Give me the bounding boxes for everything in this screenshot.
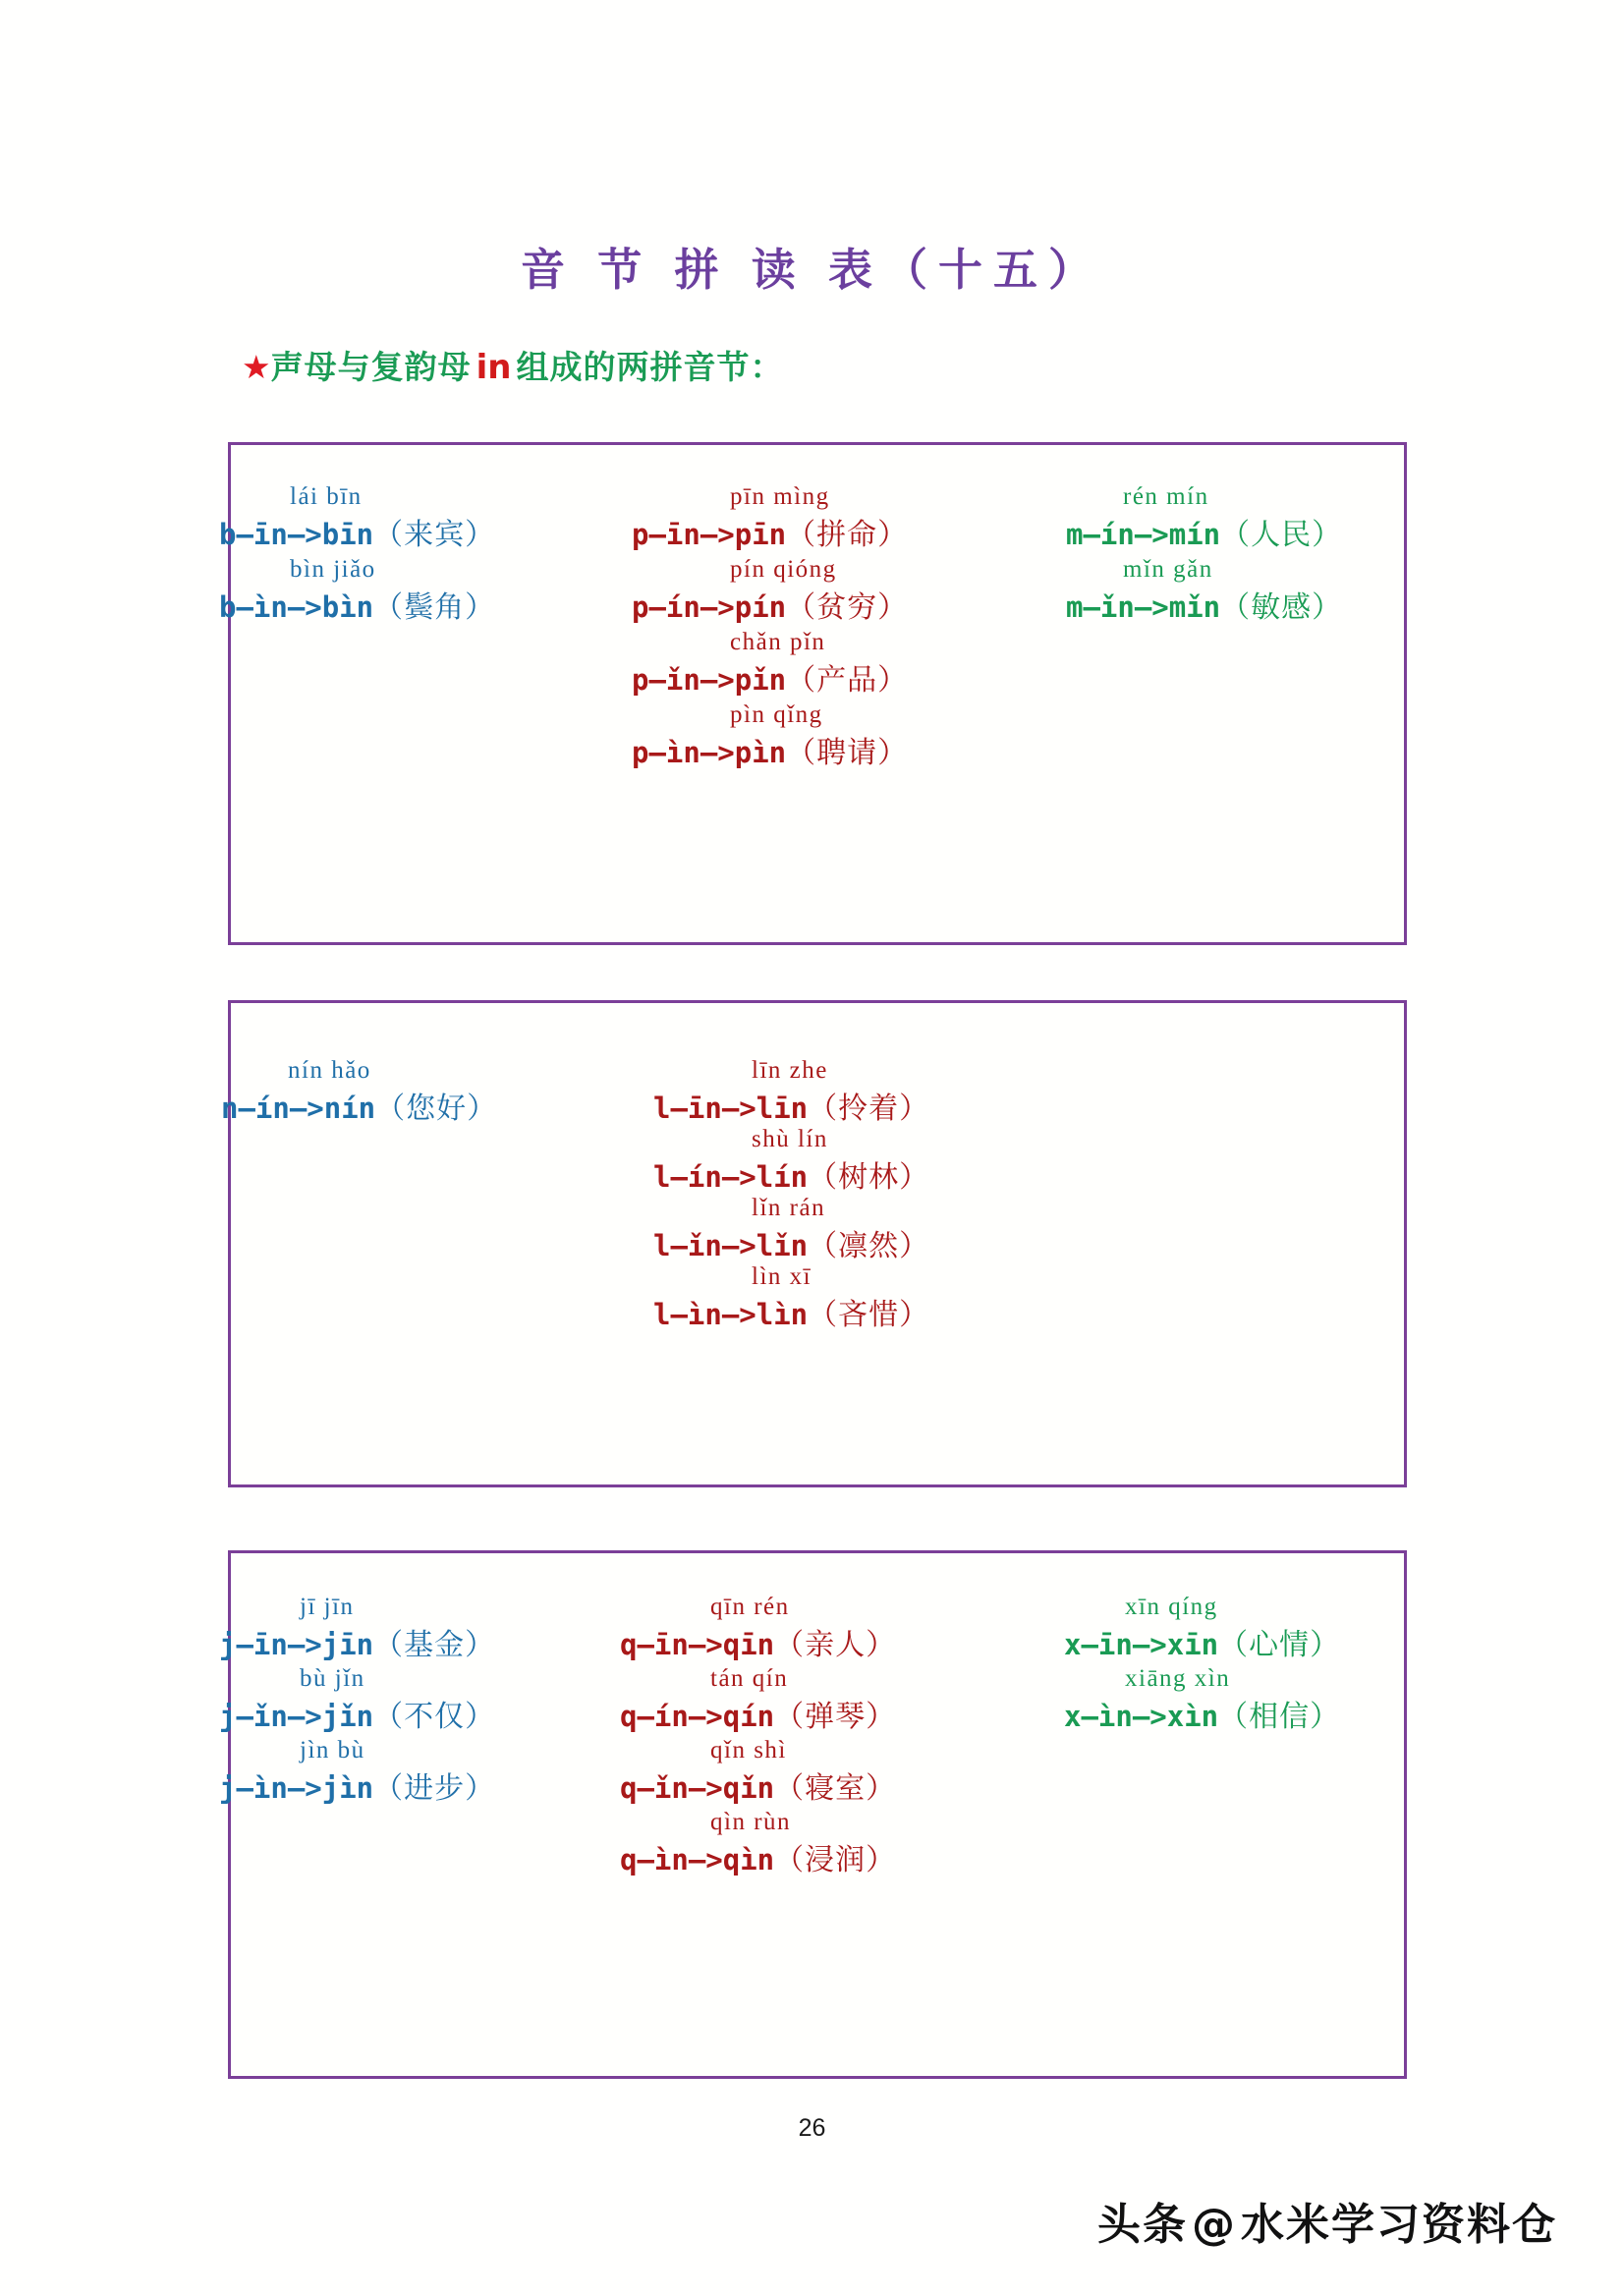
formula-text: p—ìn—>pìn (632, 736, 787, 769)
watermark-platform: 头条 (1097, 2201, 1188, 2249)
watermark-account: 水米学习资料仓 (1241, 2201, 1557, 2249)
syllable-column (221, 1003, 624, 1484)
syllable-entry (219, 1734, 624, 1809)
syllable-formula (1017, 514, 1410, 555)
syllable-entry (620, 1662, 1017, 1737)
syllable-formula (624, 514, 1017, 555)
pinyin-gloss: jī jīn (300, 1594, 355, 1620)
syllable-entry (1017, 1662, 1410, 1737)
syllable-formula (219, 1767, 624, 1809)
star-icon: ★ (242, 349, 271, 385)
formula-text: q—ín—>qín (620, 1700, 775, 1733)
syllable-formula (219, 1624, 624, 1665)
syllable-entry (624, 480, 1017, 555)
example-word: （鬓角） (373, 591, 496, 624)
formula-text: n—ín—>nín (221, 1092, 376, 1125)
example-word: （浸润） (774, 1844, 897, 1876)
pinyin-gloss: chǎn pǐn (730, 629, 826, 655)
example-word: （聘请） (786, 737, 909, 769)
subtitle-highlight-in: in (476, 348, 512, 387)
pinyin-gloss: lìn xī (752, 1263, 812, 1290)
example-word: （进步） (373, 1772, 496, 1805)
pinyin-gloss: qǐn shì (710, 1737, 787, 1764)
formula-text: x—ìn—>xìn (1064, 1700, 1219, 1733)
syllable-formula (219, 514, 624, 555)
pinyin-gloss: qìn rùn (710, 1809, 792, 1835)
example-word: （来宾） (373, 519, 496, 551)
syllable-formula (624, 659, 1017, 700)
syllable-entry (221, 1054, 624, 1129)
formula-text: p—ín—>pín (632, 590, 787, 624)
syllable-formula (620, 1624, 1017, 1665)
syllable-entry (219, 1591, 624, 1665)
formula-text: p—īn—>pīn (632, 518, 787, 551)
formula-text: b—īn—>bīn (219, 518, 374, 551)
pinyin-gloss: qīn rén (710, 1594, 790, 1620)
syllable-formula (624, 1294, 1017, 1335)
syllable-entry (1017, 553, 1410, 628)
syllable-formula (620, 1696, 1017, 1737)
syllable-entry (620, 1806, 1017, 1880)
syllable-formula (624, 732, 1017, 773)
syllable-column (1017, 1003, 1410, 1484)
syllable-formula (620, 1767, 1017, 1809)
pinyin-gloss: pín qióng (730, 556, 837, 583)
example-word: （拎着） (808, 1092, 930, 1125)
syllable-entry (219, 480, 624, 555)
example-word: （吝惜） (808, 1299, 930, 1331)
syllable-column (620, 1553, 1017, 2076)
syllable-entry (624, 1054, 1017, 1129)
example-word: （相信） (1218, 1701, 1341, 1733)
formula-text: m—ín—>mín (1066, 518, 1221, 551)
pinyin-gloss: līn zhe (752, 1057, 828, 1084)
formula-text: l—īn—>līn (653, 1092, 809, 1125)
pinyin-gloss: bìn jiǎo (290, 556, 376, 583)
formula-text: q—ìn—>qìn (620, 1843, 775, 1876)
pinyin-gloss: pìn qǐng (730, 701, 823, 728)
formula-text: q—ǐn—>qǐn (620, 1771, 775, 1805)
formula-text: l—ìn—>lìn (653, 1298, 809, 1331)
formula-text: p—ǐn—>pǐn (632, 663, 787, 697)
syllable-entry (620, 1734, 1017, 1809)
example-word: （弹琴） (774, 1701, 897, 1733)
syllable-column (219, 445, 624, 942)
formula-text: j—īn—>jīn (219, 1628, 374, 1661)
page-number: 26 (798, 2114, 826, 2142)
pinyin-gloss: xīn qíng (1125, 1594, 1218, 1620)
example-word: （凛然） (808, 1230, 930, 1262)
syllable-column (1017, 445, 1410, 942)
syllable-box-2 (221, 1000, 1407, 1487)
pinyin-gloss: lái bīn (290, 483, 363, 510)
pinyin-gloss: lǐn rán (752, 1195, 826, 1221)
formula-text: j—ǐn—>jǐn (219, 1700, 374, 1733)
syllable-entry (219, 1662, 624, 1737)
syllable-column (624, 445, 1017, 942)
syllable-entry (624, 626, 1017, 700)
syllable-entry (624, 1192, 1017, 1266)
pinyin-gloss: rén mín (1123, 483, 1209, 510)
pinyin-gloss: tán qín (710, 1665, 789, 1692)
syllable-column (1017, 1553, 1410, 2076)
syllable-entry (1017, 1591, 1410, 1665)
pinyin-gloss: jìn bù (300, 1737, 365, 1764)
section-subtitle (242, 342, 783, 388)
watermark-at-symbol: @ (1192, 2200, 1237, 2250)
syllable-formula (219, 1696, 624, 1737)
formula-text: j—ìn—>jìn (219, 1771, 374, 1805)
syllable-column (624, 1003, 1017, 1484)
example-word: （寝室） (774, 1772, 897, 1805)
page-title: 音 节 拼 读 表（十五） (520, 246, 1103, 295)
syllable-entry (620, 1591, 1017, 1665)
formula-text: m—ǐn—>mǐn (1066, 590, 1221, 624)
syllable-formula (1017, 1624, 1410, 1665)
example-word: （树林） (808, 1161, 930, 1194)
example-word: （拼命） (786, 519, 909, 551)
example-word: （心情） (1218, 1629, 1341, 1661)
syllable-formula (1017, 587, 1410, 628)
syllable-entry (624, 1260, 1017, 1335)
syllable-entry (1017, 480, 1410, 555)
pinyin-gloss: nín hǎo (288, 1057, 371, 1084)
syllable-entry (624, 553, 1017, 628)
syllable-formula (620, 1839, 1017, 1880)
syllable-box-1 (219, 442, 1407, 945)
syllable-formula (221, 1088, 624, 1129)
example-word: （人民） (1220, 519, 1343, 551)
formula-text: x—īn—>xīn (1064, 1628, 1219, 1661)
pinyin-gloss: bù jǐn (300, 1665, 365, 1692)
syllable-formula (1017, 1696, 1410, 1737)
pinyin-gloss: mǐn gǎn (1123, 556, 1213, 583)
example-word: （不仅） (373, 1701, 496, 1733)
example-word: （您好） (375, 1092, 498, 1125)
syllable-column (219, 1553, 624, 2076)
formula-text: b—ìn—>bìn (219, 590, 374, 624)
syllable-box-3 (219, 1550, 1407, 2079)
subtitle-text-before: 声母与复韵母 (270, 349, 472, 385)
syllable-formula (624, 587, 1017, 628)
syllable-entry (219, 553, 624, 628)
example-word: （基金） (373, 1629, 496, 1661)
example-word: （产品） (786, 664, 909, 697)
formula-text: q—īn—>qīn (620, 1628, 775, 1661)
syllable-formula (219, 587, 624, 628)
syllable-entry (624, 699, 1017, 773)
watermark (1097, 2189, 1557, 2252)
example-word: （亲人） (774, 1629, 897, 1661)
pinyin-gloss: xiāng xìn (1125, 1665, 1231, 1692)
formula-text: l—ín—>lín (653, 1160, 809, 1194)
pinyin-gloss: shù lín (752, 1126, 828, 1152)
syllable-entry (624, 1123, 1017, 1198)
example-word: （贫穷） (786, 591, 909, 624)
formula-text: l—ǐn—>lǐn (653, 1229, 809, 1262)
example-word: （敏感） (1220, 591, 1343, 624)
subtitle-text-after: 组成的两拼音节： (516, 349, 784, 385)
pinyin-gloss: pīn mìng (730, 483, 830, 510)
